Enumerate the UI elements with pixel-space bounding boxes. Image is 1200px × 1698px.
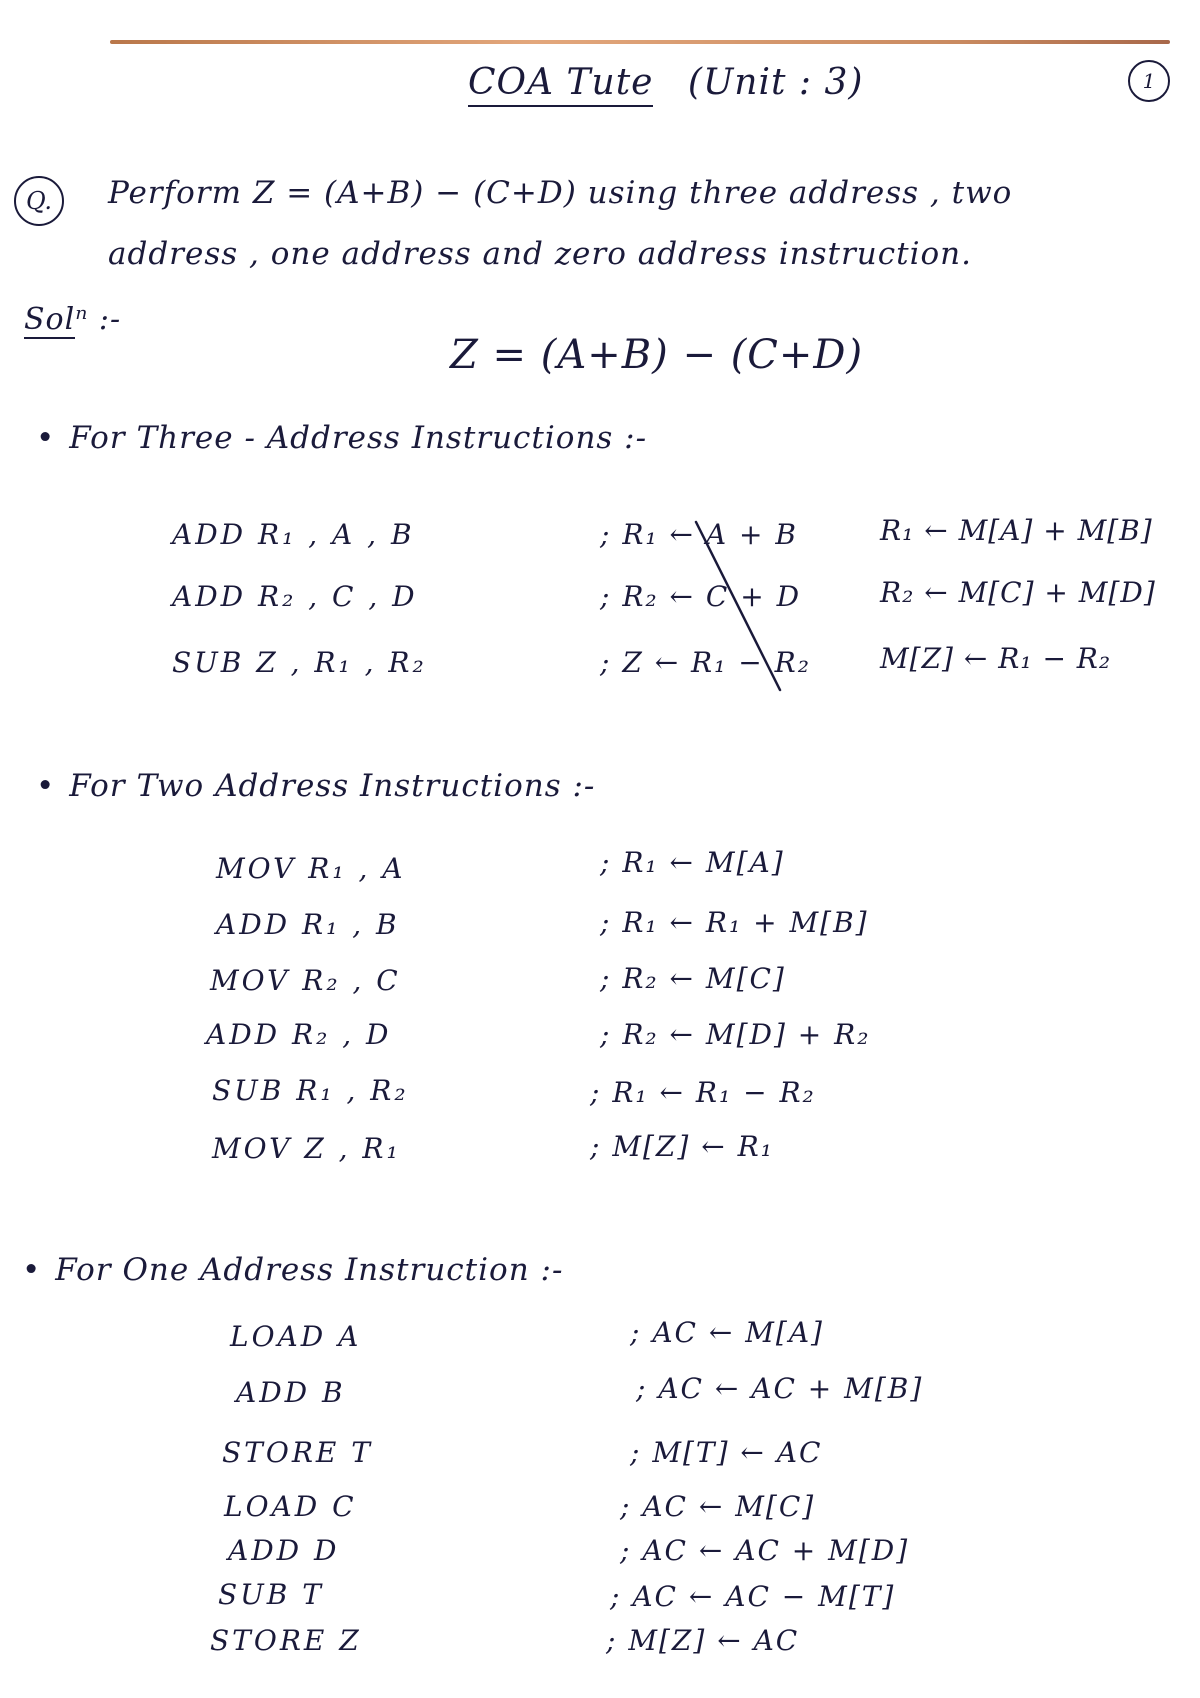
one-address-comment-3: ; M[T] ← AC [630,1436,823,1469]
two-address-code-6: MOV Z , R₁ [212,1132,401,1165]
three-address-memory-1: R₁ ← M[A] + M[B] [880,514,1153,547]
three-address-code-1: ADD R₁ , A , B [172,518,415,551]
main-equation: Z = (A+B) − (C+D) [450,332,864,378]
two-address-comment-6: ; M[Z] ← R₁ [590,1130,774,1163]
one-address-code-5: ADD D [228,1534,340,1567]
two-address-code-3: MOV R₂ , C [210,964,401,997]
three-address-heading [36,420,647,456]
one-address-comment-2: ; AC ← AC + M[B] [636,1372,924,1405]
two-address-heading [36,768,595,804]
one-address-code-3: STORE T [222,1436,373,1469]
question-line-2: address , one address and zero address instruction. [108,236,972,272]
solution-label [24,302,121,337]
two-address-comment-1: ; R₁ ← M[A] [600,846,785,879]
two-address-code-1: MOV R₁ , A [216,852,406,885]
bullet-icon: • [22,1252,42,1288]
one-address-comment-5: ; AC ← AC + M[D] [620,1534,910,1567]
two-address-comment-5: ; R₁ ← R₁ − R₂ [590,1076,816,1109]
one-address-code-6: SUB T [218,1578,324,1611]
page-top-edge [110,40,1170,44]
one-address-code-1: LOAD A [230,1320,362,1353]
three-address-memory-2: R₂ ← M[C] + M[D] [880,576,1156,609]
three-address-comment-3: ; Z ← R₁ − R₂ [600,646,811,679]
page-number: 1 [1128,60,1170,102]
three-address-heading-text: For Three - Address Instructions :- [69,420,648,456]
three-address-memory-3: M[Z] ← R₁ − R₂ [880,642,1112,675]
title-unit: (Unit : 3) [687,62,864,103]
one-address-code-2: ADD B [236,1376,346,1409]
three-address-comment-1: ; R₁ ← A + B [600,518,798,551]
two-address-comment-2: ; R₁ ← R₁ + M[B] [600,906,869,939]
bullet-icon: • [36,768,56,804]
three-address-comment-2: ; R₂ ← C + D [600,580,802,613]
two-address-code-5: SUB R₁ , R₂ [212,1074,409,1107]
two-address-comment-4: ; R₂ ← M[D] + R₂ [600,1018,871,1051]
solution-label-text: Sol [24,302,76,337]
page-title [468,62,863,103]
three-address-code-3: SUB Z , R₁ , R₂ [172,646,427,679]
question-line-1: Perform Z = (A+B) − (C+D) using three address , two [108,175,1013,211]
solution-label-suffix: ⁿ :- [75,302,122,337]
bullet-icon: • [36,420,56,456]
one-address-code-7: STORE Z [210,1624,362,1657]
two-address-code-4: ADD R₂ , D [206,1018,392,1051]
one-address-heading-text: For One Address Instruction :- [55,1252,564,1288]
title-main: COA Tute [468,62,653,107]
strike-through-mark [690,518,786,694]
one-address-comment-4: ; AC ← M[C] [620,1490,816,1523]
one-address-heading [22,1252,563,1288]
one-address-comment-6: ; AC ← AC − M[T] [610,1580,896,1613]
two-address-heading-text: For Two Address Instructions :- [69,768,596,804]
question-marker: Q. [14,176,64,226]
two-address-code-2: ADD R₁ , B [216,908,400,941]
one-address-code-4: LOAD C [224,1490,357,1523]
three-address-code-2: ADD R₂ , C , D [172,580,418,613]
one-address-comment-1: ; AC ← M[A] [630,1316,824,1349]
two-address-comment-3: ; R₂ ← M[C] [600,962,786,995]
one-address-comment-7: ; M[Z] ← AC [606,1624,800,1657]
